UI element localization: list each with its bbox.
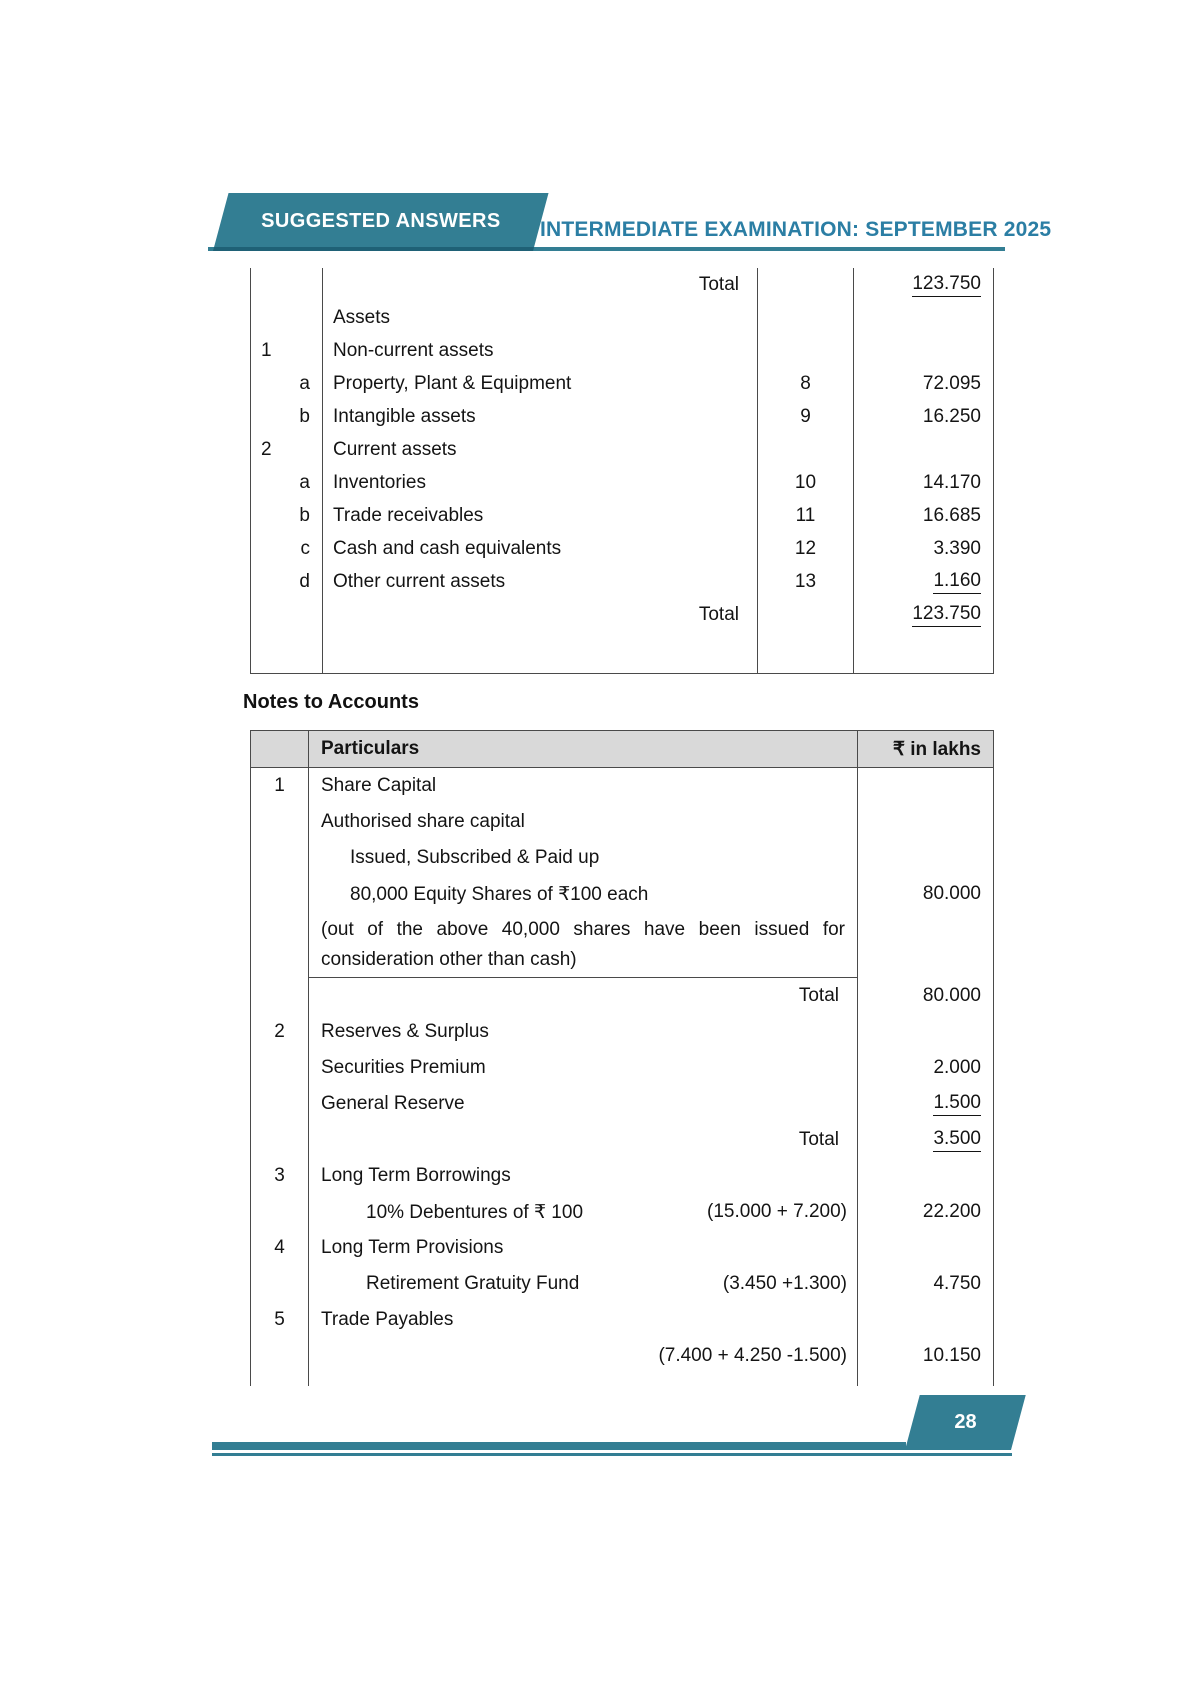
amount-cell bbox=[854, 433, 993, 466]
particulars-cell: (out of the above 40,000 shares have been issued for consideration other than cash) bbox=[309, 912, 858, 978]
amount-cell bbox=[854, 334, 993, 367]
footer-bar bbox=[212, 1442, 906, 1450]
amount-cell bbox=[858, 1158, 993, 1194]
amount-cell: 14.170 bbox=[922, 471, 981, 493]
amount-cell: 10.150 bbox=[922, 1345, 981, 1366]
note-cell bbox=[758, 598, 854, 631]
sl-cell: 1 bbox=[251, 768, 309, 804]
amount-cell: 1.500 bbox=[858, 1086, 993, 1122]
particulars-cell: Total bbox=[309, 978, 858, 1014]
particulars-cell: Total bbox=[309, 1122, 858, 1158]
amount-cell bbox=[854, 301, 993, 334]
sl-cell bbox=[251, 876, 309, 912]
particulars-cell: Total bbox=[323, 268, 758, 301]
particulars-cell: Inventories bbox=[323, 466, 758, 499]
sl-cell: a bbox=[251, 367, 323, 400]
page-number: 28 bbox=[954, 1411, 977, 1433]
sl-cell bbox=[251, 268, 323, 301]
amount-cell: 3.500 bbox=[858, 1122, 993, 1158]
note-cell: 9 bbox=[758, 400, 854, 433]
sl-cell bbox=[251, 912, 309, 978]
particulars-cell: Property, Plant & Equipment bbox=[323, 367, 758, 400]
note-cell: 13 bbox=[758, 565, 854, 598]
particulars-cell: Long Term Provisions bbox=[309, 1230, 858, 1266]
suggested-answers-banner bbox=[213, 193, 549, 251]
amount-cell: 72.095 bbox=[922, 372, 981, 394]
sl-cell: 1 bbox=[251, 334, 323, 367]
sl-cell: a bbox=[251, 466, 323, 499]
particulars-cell: General Reserve bbox=[309, 1086, 858, 1122]
sl-cell bbox=[251, 1122, 309, 1158]
sl-cell bbox=[251, 1338, 309, 1374]
particulars-label: 10% Debentures of ₹ 100 bbox=[366, 1201, 584, 1223]
particulars-cell: Cash and cash equivalents bbox=[323, 532, 758, 565]
workings-formula: (15.000 + 7.200) bbox=[707, 1201, 847, 1222]
note-cell bbox=[758, 301, 854, 334]
particulars-cell: Authorised share capital bbox=[309, 804, 858, 840]
particulars-cell: Long Term Borrowings bbox=[309, 1158, 858, 1194]
workings-formula: (3.450 +1.300) bbox=[722, 1273, 847, 1294]
amount-cell: 16.685 bbox=[922, 504, 981, 526]
note-cell bbox=[758, 334, 854, 367]
sl-cell: b bbox=[251, 400, 323, 433]
particulars-cell: Securities Premium bbox=[309, 1050, 858, 1086]
banner-label: SUGGESTED ANSWERS bbox=[261, 209, 502, 232]
amount-cell bbox=[858, 1230, 993, 1266]
spacer-cell bbox=[309, 1374, 858, 1386]
exam-title: INTERMEDIATE EXAMINATION: SEPTEMBER 2025 bbox=[540, 218, 1052, 241]
amount-cell: 3.390 bbox=[933, 537, 981, 559]
particulars-cell: Assets bbox=[323, 301, 758, 334]
particulars-cell: Trade receivables bbox=[323, 499, 758, 532]
particulars-cell: Share Capital bbox=[309, 768, 858, 804]
balance-sheet-table bbox=[250, 268, 994, 674]
amount-cell: 1.160 bbox=[854, 565, 993, 598]
particulars-label: Retirement Gratuity Fund bbox=[366, 1273, 580, 1294]
amount-cell: 22.200 bbox=[922, 1201, 981, 1222]
spacer-cell bbox=[758, 631, 854, 673]
spacer-cell bbox=[858, 1374, 993, 1386]
sl-cell bbox=[251, 1050, 309, 1086]
sl-cell bbox=[251, 598, 323, 631]
amount-cell: 80.000 bbox=[922, 883, 981, 904]
sl-cell bbox=[251, 1266, 309, 1302]
amount-cell: 123.750 bbox=[854, 598, 993, 631]
amount-cell bbox=[858, 1014, 993, 1050]
amount-cell: 2.000 bbox=[933, 1057, 981, 1078]
sl-cell bbox=[251, 840, 309, 876]
sl-cell: b bbox=[251, 499, 323, 532]
amount-cell bbox=[858, 1302, 993, 1338]
particulars-cell: 80,000 Equity Shares of ₹100 each bbox=[309, 876, 858, 912]
amount-cell bbox=[858, 768, 993, 804]
particulars-cell: (7.400 + 4.250 -1.500) bbox=[309, 1338, 858, 1374]
note-cell: 12 bbox=[758, 532, 854, 565]
note-cell: 11 bbox=[758, 499, 854, 532]
sl-cell: c bbox=[251, 532, 323, 565]
sl-cell: 5 bbox=[251, 1302, 309, 1338]
particulars-cell bbox=[309, 1194, 858, 1230]
sl-cell: 4 bbox=[251, 1230, 309, 1266]
spacer-cell bbox=[323, 631, 758, 673]
particulars-cell: Intangible assets bbox=[323, 400, 758, 433]
particulars-cell bbox=[309, 1266, 858, 1302]
particulars-cell: Issued, Subscribed & Paid up bbox=[309, 840, 858, 876]
amount-cell bbox=[858, 840, 993, 876]
header-amount-cell: ₹ in lakhs bbox=[858, 731, 993, 768]
particulars-cell: Reserves & Surplus bbox=[309, 1014, 858, 1050]
note-cell: 10 bbox=[758, 466, 854, 499]
spacer-cell bbox=[251, 1374, 309, 1386]
amount-cell: 123.750 bbox=[854, 268, 993, 301]
particulars-cell: Non-current assets bbox=[323, 334, 758, 367]
particulars-cell: Trade Payables bbox=[309, 1302, 858, 1338]
sl-cell: 2 bbox=[251, 1014, 309, 1050]
note-cell bbox=[758, 433, 854, 466]
sl-cell: 2 bbox=[251, 433, 323, 466]
amount-cell bbox=[858, 912, 993, 978]
amount-cell bbox=[858, 804, 993, 840]
amount-cell: 80.000 bbox=[922, 985, 981, 1006]
page-number-badge bbox=[905, 1395, 1026, 1450]
sl-cell bbox=[251, 804, 309, 840]
notes-table bbox=[250, 730, 994, 1386]
sl-cell: d bbox=[251, 565, 323, 598]
amount-cell: 16.250 bbox=[922, 405, 981, 427]
sl-cell: 3 bbox=[251, 1158, 309, 1194]
header-sl-cell bbox=[251, 731, 309, 768]
particulars-cell: Total bbox=[323, 598, 758, 631]
particulars-cell: Current assets bbox=[323, 433, 758, 466]
notes-to-accounts-heading: Notes to Accounts bbox=[243, 691, 419, 713]
particulars-cell: Other current assets bbox=[323, 565, 758, 598]
sl-cell bbox=[251, 978, 309, 1014]
note-cell: 8 bbox=[758, 367, 854, 400]
spacer-cell bbox=[854, 631, 993, 673]
amount-cell: 4.750 bbox=[933, 1273, 981, 1294]
header-particulars-cell: Particulars bbox=[309, 731, 858, 768]
note-cell bbox=[758, 268, 854, 301]
sl-cell bbox=[251, 1194, 309, 1230]
footer-thin-line bbox=[212, 1453, 1012, 1456]
spacer-cell bbox=[251, 631, 323, 673]
sl-cell bbox=[251, 1086, 309, 1122]
sl-cell bbox=[251, 301, 323, 334]
